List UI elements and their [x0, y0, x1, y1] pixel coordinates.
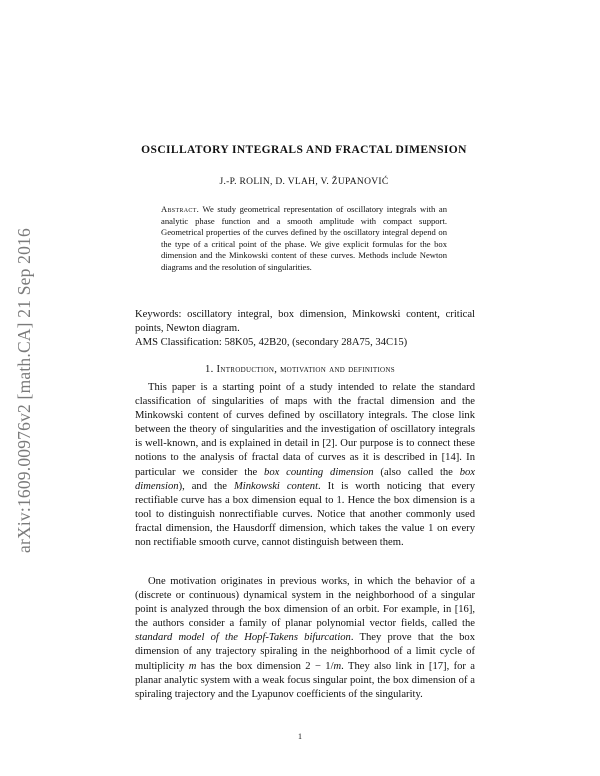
body-paragraph-2: One motivation originates in previous works, in which the behavior of a (discrete or continuous) dynamical system in the neighborhood of a singular point is analyzed through the box dimension of an orbit. For example, in [16], the authors consider a family of planar polynomial vector fields, called the standard model of the Hopf-Takens bifurcation. They prove that the box dimension of any trajectory spiraling in the neighborhood of a limit cycle of multiplicity m has the box dimension 2 − 1/m. They also link in [17], for a planar analytic system with a weak focus singular point, the box dimension of a spiraling trajectory and the Lyapunov coefficients of the singularity. — [135, 576, 475, 700]
term-minkowski-content: Minkowski content — [233, 480, 319, 492]
arxiv-stamp — [6, 190, 42, 590]
ams-classification: AMS Classification: 58K05, 42B20, (secondary 28A75, 34C15) — [135, 337, 408, 348]
abstract-label: Abstract. — [161, 204, 200, 214]
keywords: Keywords: oscillatory integral, box dimension, Minkowski content, critical points, Newton diagram. — [135, 309, 475, 334]
paper-title: OSCILLATORY INTEGRALS AND FRACTAL DIMENSION — [141, 144, 467, 156]
abstract-text: We study geometrical representation of oscillatory integrals with an analytic phase function and a smooth amplitude with compact support. Geometrical properties of the curves defined by the oscillatory integral depend on the type of a critical point of the phase. We give explicit formulas for the box dimension and the Minkowski content of these curves. Methods include Newton diagrams and the resolution of singularities. — [161, 204, 447, 272]
math-m: m — [333, 660, 342, 672]
paper-authors: J.-P. ROLIN, D. VLAH, V. ŽUPANOVIĆ — [219, 177, 389, 187]
term-box-dimension: box dimension — [135, 466, 475, 492]
abstract — [161, 204, 447, 274]
body-paragraph-1: This paper is a starting point of a study intended to relate the standard classification of singularities of maps with the fractal dimension and the Minkowski content of curves defined by oscillatory integrals. The close link between the theory of singularities and the investigation of oscillatory integrals is well-known, and is explained in detail in [2]. Our purpose is to connect these notions to the analysis of fractal data of curves as it is described in [14]. In particular we consider the box counting dimension (also called the box dimension), and the Minkowski content. It is worth noticing that every rectifiable curve has a box dimension equal to 1. Hence the box dimension is a tool to distinguish nonrectifiable curves. Notice that another commonly used fractal dimension, the Hausdorff dimension, which takes the value 1 on every non rectifiable smooth curve, cannot distinguish between them. — [135, 382, 475, 549]
section-heading: 1. Introduction, motivation and definitions — [205, 364, 395, 375]
math-m: m — [188, 660, 197, 672]
term-box-counting-dimension: box counting dimension — [264, 466, 374, 478]
arxiv-identifier[interactable]: arXiv:1609.00976v2 [math.CA] 21 Sep 2016 — [13, 227, 34, 553]
page-number: 1 — [298, 732, 302, 741]
paper-metadata — [135, 308, 475, 350]
term-standard-model: standard model of the Hopf-Takens bifurcation — [135, 632, 351, 644]
